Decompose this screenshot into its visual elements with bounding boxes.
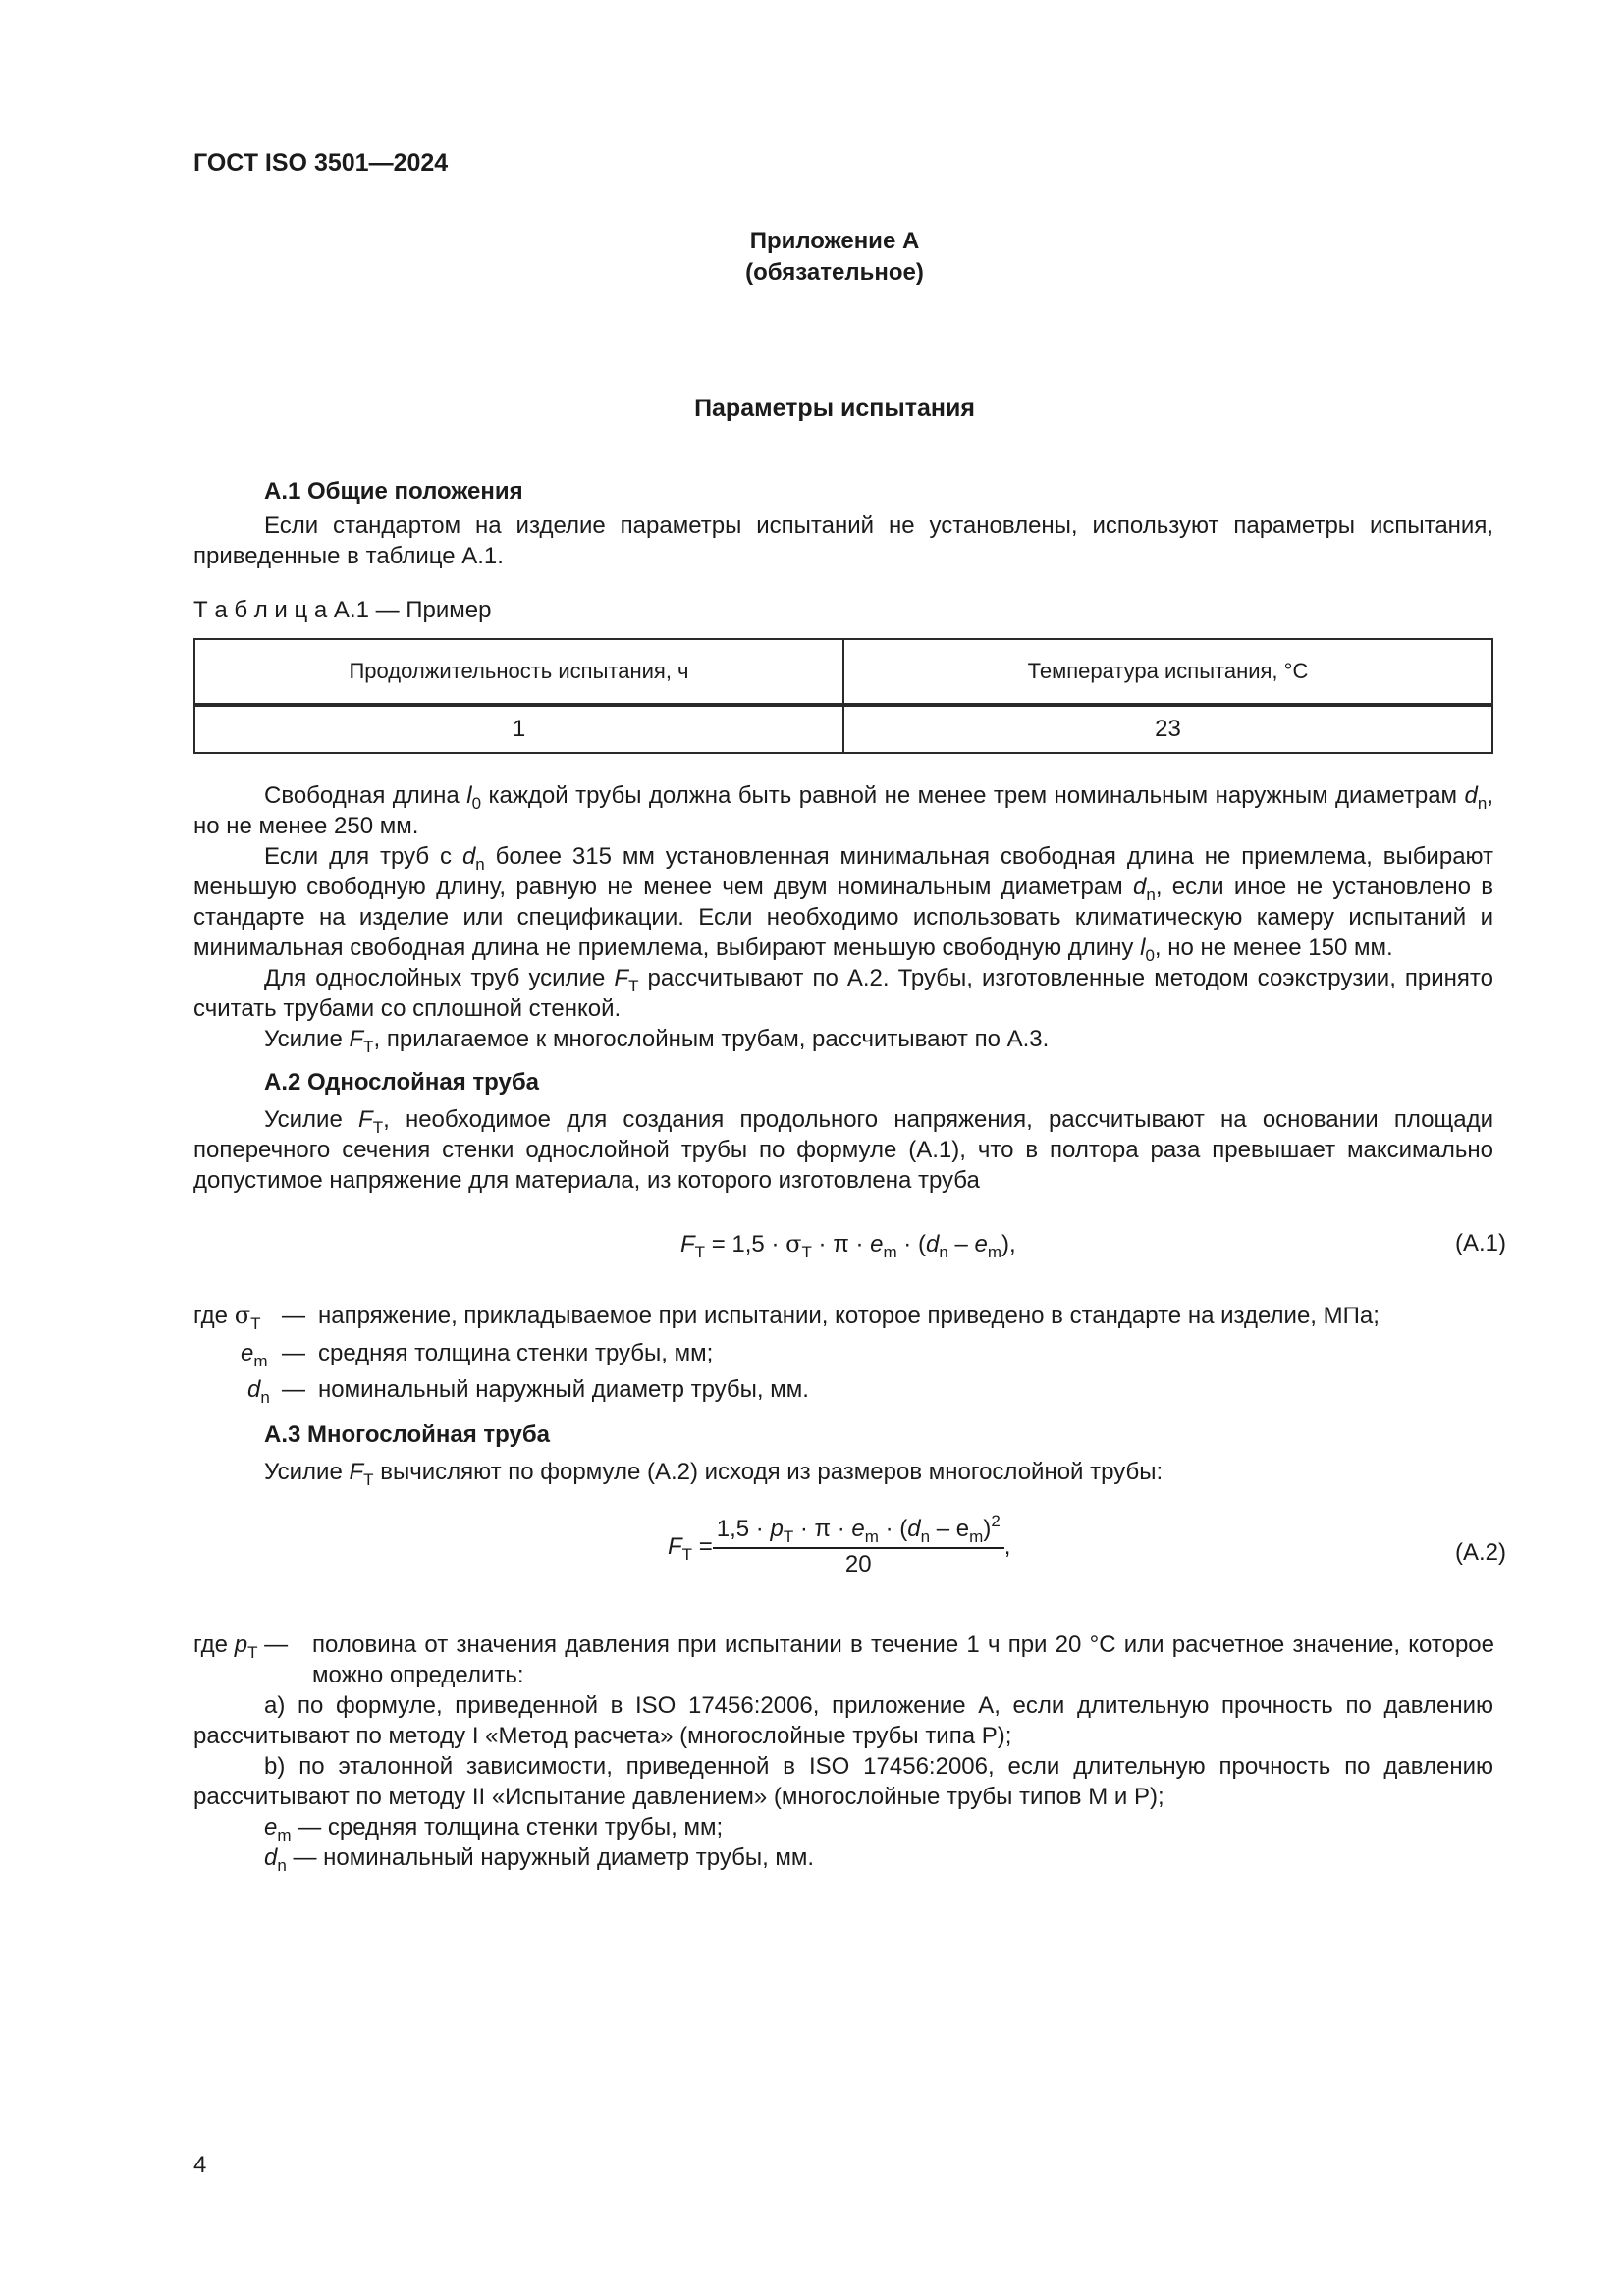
table-header-temperature: Температура испытания, °С (843, 639, 1492, 705)
page-number: 4 (193, 2152, 207, 2178)
formula-a2-number: (А.2) (1455, 1539, 1507, 1566)
table-cell-temperature: 23 (843, 705, 1492, 753)
table-caption-label: Т а б л и ц а (193, 597, 328, 623)
section-title: Параметры испытания (694, 395, 975, 422)
a1-heading: А.1 Общие положения (264, 478, 523, 505)
formula-a1: $F_T = 1,5 \cdot \sigma_T \cdot \pi \cdot e_m \cdot (d_n - e_m)$, (680, 1230, 1016, 1261)
annex-title: Приложение А (749, 228, 920, 254)
params-table (193, 638, 1493, 754)
legend-dn-2: $d_n$ — номинальный наружный диаметр трубы, мм. (264, 1844, 815, 1875)
running-header: ГОСТ ISO 3501—2024 (193, 149, 449, 177)
legend-item-a: a) по формуле, приведенной в ISO 17456:2006, приложение А, если длительную прочность по давлению рассчитывают по методу I «Метод расчета» (многослойные трубы типа Р); (193, 1692, 1493, 1749)
legend-em-2: $e_m$ — средняя толщина стенки трубы, мм; (264, 1814, 724, 1844)
a1-paragraph-free-length: Свободная длина $l_0$ каждой трубы должна быть равной не менее трем номинальным наружным диаметрам $d_n$, но не менее 250 мм. (193, 782, 1493, 839)
a1-paragraph-dn-315: Если для труб с $d_n$ более 315 мм установленная минимальная свободная длина не приемлема, выбирают меньшую свободную длину, равную не менее чем двум номинальным диаметрам $d_n$, если иное не установлено в стандарте на изделие или спецификации. Если необходимо использовать климатическую камеру испытаний и минимальная свободная длина не приемлема, выбирают меньшую свободную длину $l_0$, но не менее 150 мм. (193, 843, 1494, 965)
a2-heading: А.2 Однослойная труба (264, 1069, 539, 1095)
legend-item-b: b) по эталонной зависимости, приведенной в ISO 17456:2006, если длительную прочность по давлению рассчитывают по методу II «Испытание давлением» (многослойные трубы типов М и Р); (193, 1753, 1493, 1810)
annex-heading (589, 226, 1080, 289)
legend-em: $e_m$ — средняя толщина стенки трубы, мм; (241, 1340, 714, 1370)
annex-status: (обязательное) (745, 259, 924, 286)
table-header-duration: Продолжительность испытания, ч (194, 639, 843, 705)
legend-dn: $d_n$ — номинальный наружный диаметр трубы, мм. (247, 1376, 809, 1407)
a3-paragraph: Усилие $F_T$ вычисляют по формуле (А.2) исходя из размеров многослойной трубы: (264, 1459, 1164, 1489)
table-header-row (194, 639, 1492, 705)
table-row (194, 705, 1492, 753)
a1-paragraph-single-layer: Для однослойных труб усилие $F_T$ рассчитывают по А.2. Трубы, изготовленные методом соэкструзии, принято считать трубами со сплошной стенкой. (193, 965, 1493, 1022)
formula-a2: $F_T$ = $\frac{1,5 \cdot p_T \cdot \pi \cdot e_m \cdot (d_n - e_m)^2}{20}$ , (668, 1512, 1011, 1577)
table-caption (193, 597, 492, 624)
legend-pt: где $p_T$ — половина от значения давления при испытании в течение 1 ч при 20 °С или расчетное значение, которое можно определить: (193, 1631, 1494, 1688)
table-caption-text: А.1 — Пример (327, 597, 492, 623)
formula-a1-number: (А.1) (1455, 1230, 1507, 1256)
formula-a2-fraction: $\frac{1,5 \cdot p_T \cdot \pi \cdot e_m \cdot (d_n - e_m)^2}{20}$ (713, 1516, 1004, 1578)
a1-intro: Если стандартом на изделие параметры испытаний не установлены, используют параметры испытания, приведенные в таблице А.1. (193, 512, 1493, 569)
table-cell-duration: 1 (194, 705, 843, 753)
legend-sigma: где $\sigma_T$ — напряжение, прикладываемое при испытании, которое приведено в стандарте на изделие, МПа; (193, 1302, 1380, 1333)
a1-paragraph-multilayer: Усилие $F_T$, прилагаемое к многослойным трубам, рассчитывают по А.3. (264, 1026, 1050, 1056)
a2-paragraph: Усилие $F_T$, необходимое для создания продольного напряжения, рассчитывают на основании площади поперечного сечения стенки однослойной трубы по формуле (А.1), что в полтора раза превышает максимально допустимое напряжение для материала, из которого изготовлена труба (193, 1106, 1493, 1194)
a3-heading: А.3 Многослойная труба (264, 1421, 551, 1448)
